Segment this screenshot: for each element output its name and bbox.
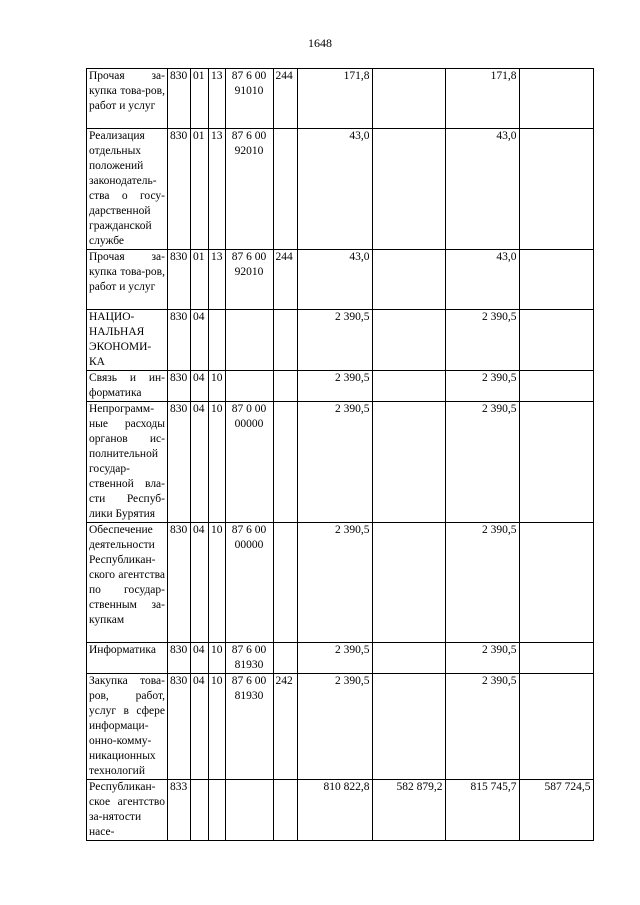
row-rz: 04 <box>191 402 209 523</box>
row-sum-2 <box>372 402 445 523</box>
row-csr: 87 6 00 81930 <box>225 674 273 780</box>
row-sum-4 <box>519 129 593 250</box>
row-sum-3: 2 390,5 <box>445 371 519 402</box>
row-vr: 244 <box>273 250 297 310</box>
row-rz: 01 <box>191 129 209 250</box>
row-sum-4 <box>519 371 593 402</box>
row-sum-4 <box>519 643 593 674</box>
row-sum-1: 2 390,5 <box>297 674 372 780</box>
row-vr <box>273 523 297 643</box>
row-ved: 830 <box>168 250 191 310</box>
table-row <box>87 250 594 310</box>
row-sum-3: 43,0 <box>445 250 519 310</box>
row-name: Прочая за-купка това-ров, работ и услуг <box>87 69 168 129</box>
row-csr: 87 6 00 81930 <box>225 643 273 674</box>
row-name: Республикан-ское агентство за-нятости насе- <box>87 780 168 841</box>
row-vr <box>273 371 297 402</box>
row-sum-1: 2 390,5 <box>297 523 372 643</box>
row-sum-4 <box>519 402 593 523</box>
row-sum-3: 815 745,7 <box>445 780 519 841</box>
row-name: Непрограмм-ные расходы органов ис-полнительной государ-ственной вла-сти Респуб-лики Бурятия <box>87 402 168 523</box>
row-csr: 87 6 00 92010 <box>225 129 273 250</box>
table-row <box>87 310 594 371</box>
row-rz: 04 <box>191 523 209 643</box>
row-vr: 244 <box>273 69 297 129</box>
row-ved: 830 <box>168 402 191 523</box>
row-csr <box>225 310 273 371</box>
row-ved: 830 <box>168 674 191 780</box>
row-sum-2 <box>372 523 445 643</box>
row-sum-4: 587 724,5 <box>519 780 593 841</box>
row-vr: 242 <box>273 674 297 780</box>
row-sum-3: 2 390,5 <box>445 402 519 523</box>
row-rz <box>191 780 209 841</box>
row-vr <box>273 310 297 371</box>
row-sum-2: 582 879,2 <box>372 780 445 841</box>
row-sum-4 <box>519 674 593 780</box>
row-ved: 830 <box>168 69 191 129</box>
row-rz: 04 <box>191 310 209 371</box>
row-sum-2 <box>372 310 445 371</box>
row-name: Прочая за-купка това-ров, работ и услуг <box>87 250 168 310</box>
row-sum-3: 2 390,5 <box>445 643 519 674</box>
row-csr: 87 6 00 92010 <box>225 250 273 310</box>
row-sum-3: 2 390,5 <box>445 674 519 780</box>
row-ved: 830 <box>168 129 191 250</box>
row-pr: 10 <box>209 674 226 780</box>
row-pr: 13 <box>209 250 226 310</box>
row-pr: 10 <box>209 371 226 402</box>
table-row <box>87 674 594 780</box>
row-sum-2 <box>372 674 445 780</box>
row-csr: 87 6 00 00000 <box>225 523 273 643</box>
row-sum-2 <box>372 371 445 402</box>
row-pr <box>209 780 226 841</box>
row-sum-3: 43,0 <box>445 129 519 250</box>
budget-table <box>86 68 594 841</box>
row-name: Информатика <box>87 643 168 674</box>
row-sum-2 <box>372 69 445 129</box>
row-sum-3: 2 390,5 <box>445 310 519 371</box>
row-sum-1: 171,8 <box>297 69 372 129</box>
row-ved: 833 <box>168 780 191 841</box>
row-name: Связь и ин-форматика <box>87 371 168 402</box>
row-pr: 13 <box>209 129 226 250</box>
row-sum-1: 2 390,5 <box>297 402 372 523</box>
row-name: Реализация отдельных положений законодатель-ства о госу-дарственной гражданской службе <box>87 129 168 250</box>
row-sum-1: 810 822,8 <box>297 780 372 841</box>
row-sum-2 <box>372 250 445 310</box>
row-sum-3: 171,8 <box>445 69 519 129</box>
row-rz: 01 <box>191 69 209 129</box>
row-pr <box>209 310 226 371</box>
table-row <box>87 643 594 674</box>
table-row <box>87 371 594 402</box>
row-name: НАЦИО-НАЛЬНАЯ ЭКОНОМИ-КА <box>87 310 168 371</box>
row-sum-1: 2 390,5 <box>297 643 372 674</box>
page-number: 1648 <box>308 36 332 50</box>
table-row <box>87 402 594 523</box>
row-sum-4 <box>519 69 593 129</box>
row-sum-4 <box>519 523 593 643</box>
row-csr <box>225 780 273 841</box>
row-csr: 87 6 00 91010 <box>225 69 273 129</box>
table-row <box>87 523 594 643</box>
row-sum-4 <box>519 310 593 371</box>
row-pr: 10 <box>209 523 226 643</box>
row-rz: 01 <box>191 250 209 310</box>
row-pr: 10 <box>209 402 226 523</box>
row-sum-2 <box>372 643 445 674</box>
row-vr <box>273 780 297 841</box>
table-row <box>87 129 594 250</box>
row-ved: 830 <box>168 523 191 643</box>
row-csr: 87 0 00 00000 <box>225 402 273 523</box>
row-sum-3: 2 390,5 <box>445 523 519 643</box>
row-rz: 04 <box>191 674 209 780</box>
row-sum-1: 43,0 <box>297 129 372 250</box>
row-name: Обеспечение деятельности Республикан-ского агентства по государ-ственным за-купкам <box>87 523 168 643</box>
row-vr <box>273 402 297 523</box>
row-sum-1: 2 390,5 <box>297 371 372 402</box>
row-rz: 04 <box>191 643 209 674</box>
row-csr <box>225 371 273 402</box>
row-ved: 830 <box>168 371 191 402</box>
row-ved: 830 <box>168 310 191 371</box>
row-sum-1: 43,0 <box>297 250 372 310</box>
row-pr: 13 <box>209 69 226 129</box>
row-sum-1: 2 390,5 <box>297 310 372 371</box>
table-row <box>87 780 594 841</box>
table-row <box>87 69 594 129</box>
row-pr: 10 <box>209 643 226 674</box>
row-ved: 830 <box>168 643 191 674</box>
row-vr <box>273 643 297 674</box>
row-vr <box>273 129 297 250</box>
row-sum-4 <box>519 250 593 310</box>
row-sum-2 <box>372 129 445 250</box>
row-name: Закупка това-ров, работ, услуг в сфере информаци-онно-комму-никационных технологий <box>87 674 168 780</box>
row-rz: 04 <box>191 371 209 402</box>
